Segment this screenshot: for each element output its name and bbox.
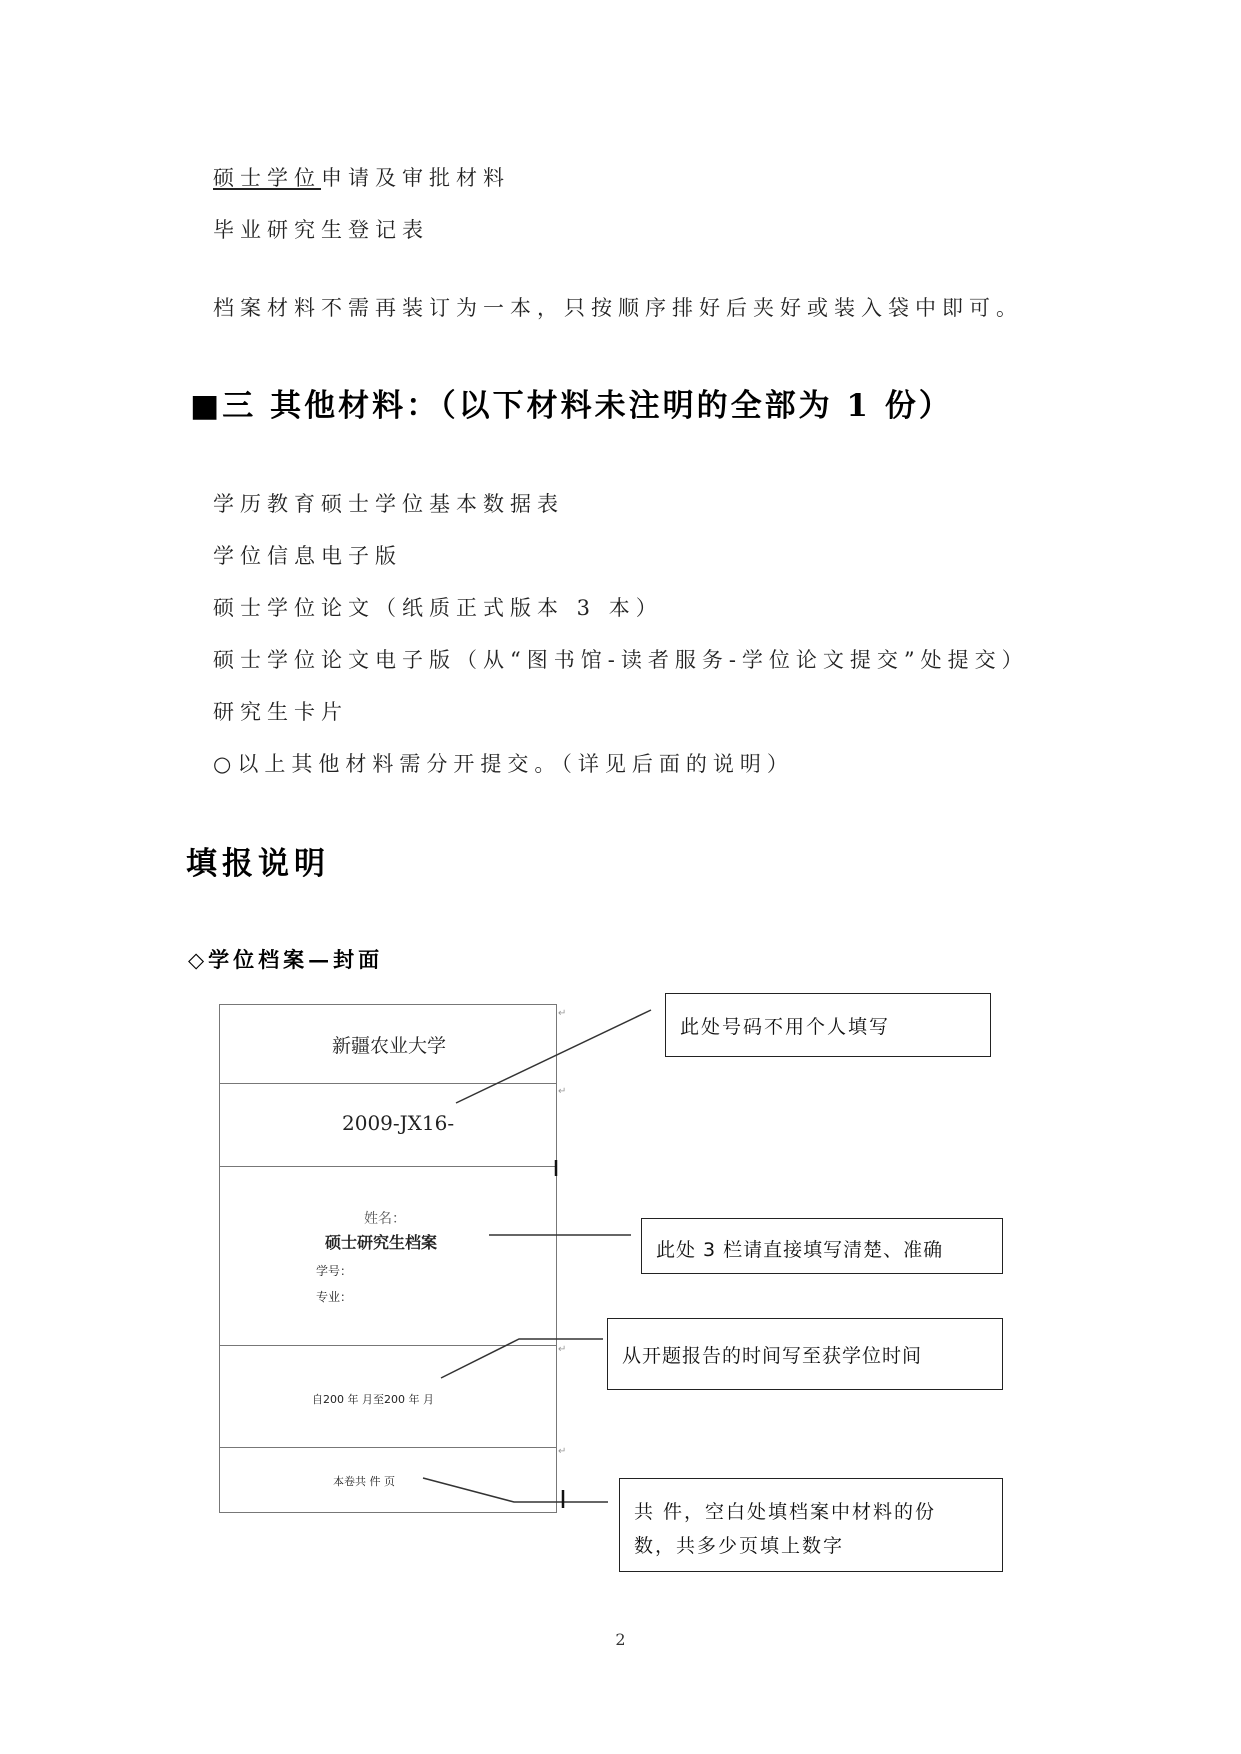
major-label: 专业： — [316, 1290, 353, 1304]
cover-title: 硕士研究生档案 — [325, 1233, 438, 1252]
list-item-text: 申请及审批材料 — [321, 166, 510, 190]
callout-text: 此处 3 栏请直接填写清楚、准确 — [656, 1239, 944, 1261]
cover-subheading: ◇学位档案—封面 — [188, 947, 384, 972]
list-item: 研究生卡片 — [213, 700, 348, 724]
callout-text: 从开题报告的时间写至获学位时间 — [622, 1345, 923, 1367]
page-number: 2 — [615, 1630, 626, 1649]
list-item: 硕士学位论文（纸质正式版本 3 本） — [213, 596, 663, 620]
leader-line — [441, 1339, 603, 1378]
name-label: 姓名： — [364, 1211, 406, 1227]
archive-number: 2009-JX16- — [342, 1111, 455, 1135]
date-range: 自200 年 月至200 年 月 — [312, 1393, 434, 1406]
university-name: 新疆农业大学 — [332, 1035, 447, 1057]
return-mark: ↵ — [558, 1086, 567, 1097]
separate-submission-note: ○以上其他材料需分开提交。（详见后面的说明） — [213, 752, 794, 776]
section-three-heading: ■三 其他材料：（以下材料未注明的全部为 1 份） — [190, 388, 953, 424]
list-item: 学历教育硕士学位基本数据表 — [213, 492, 564, 516]
list-item: 学位信息电子版 — [213, 544, 402, 568]
return-mark: ↵ — [558, 1344, 567, 1355]
student-id-label: 学号： — [316, 1264, 353, 1278]
volume-count: 本卷共 件 页 — [333, 1475, 395, 1488]
callout-text: 共 件，空白处填档案中材料的份 — [634, 1501, 937, 1523]
callout-text: 数，共多少页填上数字 — [634, 1535, 845, 1557]
list-item: 硕士学位论文电子版（从“图书馆-读者服务-学位论文提交”处提交） — [213, 648, 1029, 672]
callout-text: 此处号码不用个人填写 — [680, 1016, 891, 1038]
return-mark: ↵ — [558, 1446, 567, 1457]
return-mark: ↵ — [558, 1008, 567, 1019]
leader-line — [423, 1478, 608, 1502]
list-item-text: 毕业研究生登记表 — [213, 218, 429, 242]
underlined-text: 硕士学位 — [213, 166, 321, 190]
binding-note: 档案材料不需再装订为一本，只按顺序排好后夹好或装入袋中即可。 — [213, 296, 1023, 320]
instructions-heading: 填报说明 — [186, 846, 330, 882]
leader-line — [456, 1010, 651, 1103]
